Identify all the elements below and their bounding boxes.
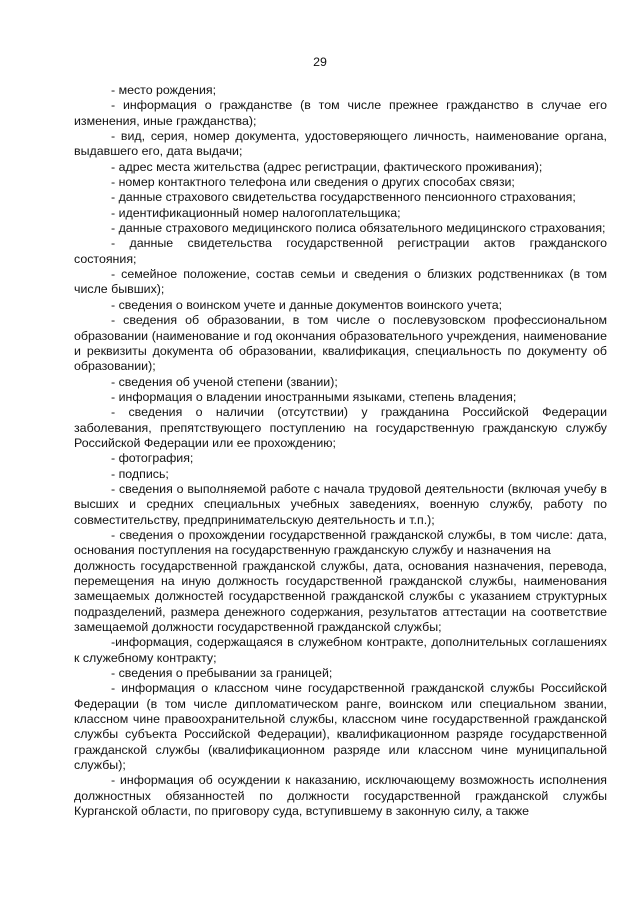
paragraph: - семейное положение, состав семьи и сведения о близких родственниках (в том числе бывших); [74, 267, 607, 297]
paragraph: - информация об осуждении к наказанию, исключающему возможность исполнения должностных обязанностей по должности государственной гражданской службы Курганской области, по приговору суда, вступившему в законную силу, а также [74, 773, 607, 819]
paragraph: - вид, серия, номер документа, удостоверяющего личность, наименование органа, выдавшего его, дата выдачи; [74, 129, 607, 159]
paragraph: - сведения о прохождении государственной гражданской службы, в том числе: дата, основания поступления на государственную гражданскую службу и назначения на [74, 527, 607, 558]
paragraph: - данные страхового медицинского полиса обязательного медицинского страхования; [111, 221, 606, 236]
paragraph: - сведения о выполняемой работе с начала трудовой деятельности (включая учебу в высших и средних специальных учебных заведениях, военную службу, работу по совместительству, предпринимательскую деятельность и т.п.); [74, 481, 607, 527]
paragraph: - информация о владении иностранными языками, степень владения; [111, 389, 517, 404]
paragraph: - сведения о пребывании за границей; [111, 666, 333, 681]
paragraph: -информация, содержащаяся в служебном контракте, дополнительных соглашениях к служебному контракту; [74, 635, 607, 665]
paragraph: - данные страхового свидетельства государственного пенсионного страхования; [111, 190, 576, 205]
paragraph: - информация о гражданстве (в том числе прежнее гражданство в случае его изменения, иные гражданства); [74, 98, 607, 128]
paragraph: - информация о классном чине государственной гражданской службы Российской Федерации (в том числе дипломатическом ранге, воинском или специальном звании, классном чине правоохранительной службы, классном чине государственной гражданской службы субъекта Российской Федерации), квалификационном разряде государственной гражданской службы (квалификационном разряде или классном чине муниципальной службы); [74, 681, 607, 773]
paragraph: - сведения о воинском учете и данные документов воинского учета; [111, 297, 503, 312]
paragraph: - сведения о наличии (отсутствии) у гражданина Российской Федерации заболевания, препятствующего поступлению на государственную гражданскую службу Российской Федерации или ее прохождению; [74, 405, 607, 450]
paragraph: - место рождения; [111, 83, 217, 97]
document-body [74, 83, 607, 820]
paragraph-continuation: должность государственной гражданской службы, дата, основания назначения, перевода, перемещения на иную должность государственной гражданской службы, наименования замещаемых должностей государственной гражданской службы с указанием структурных подразделений, размера денежного содержания, результатов аттестации на соответствие замещаемой должности государственной гражданской службы; [74, 558, 607, 635]
paragraph: - данные свидетельства государственной регистрации актов гражданского состояния; [74, 236, 607, 266]
paragraph: - адрес места жительства (адрес регистрации, фактического проживания); [111, 159, 543, 174]
paragraph: - фотография; [111, 451, 194, 466]
paragraph: - идентификационный номер налогоплательщика; [111, 205, 401, 220]
page-number: 29 [313, 55, 327, 69]
paragraph: - номер контактного телефона или сведения о других способах связи; [111, 175, 515, 190]
paragraph: - сведения об ученой степени (звании); [111, 374, 338, 389]
paragraph: - подпись; [111, 466, 169, 481]
paragraph: - сведения об образовании, в том числе о послевузовском профессиональном образовании (наименование и год окончания образовательного учреждения, наименование и реквизиты документа об образовании, квалификация, специальность по документу об образовании); [74, 313, 607, 374]
